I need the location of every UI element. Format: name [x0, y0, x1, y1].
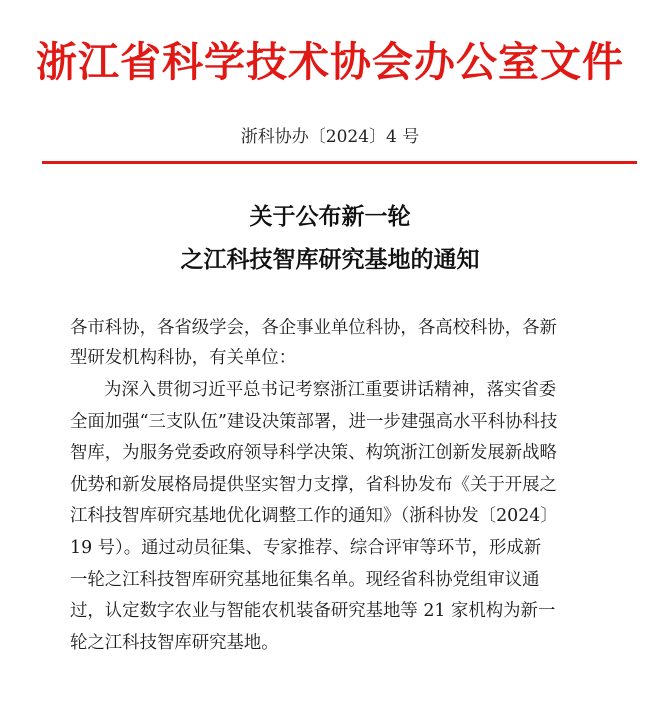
paragraph-line: 智库，为服务党委政府领导科学决策、构筑浙江创新发展新战略 — [70, 443, 557, 463]
paragraph-line: 过，认定数字农业与智能农机装备研究基地等 21 家机构为新一 — [70, 601, 556, 621]
subject-title-line-1: 关于公布新一轮 — [249, 203, 411, 230]
paragraph-line: 轮之江科技智库研究基地。 — [70, 633, 279, 653]
paragraph-line: 为深入贯彻习近平总书记考察浙江重要讲话精神，落实省委 — [104, 380, 557, 400]
paragraph-line: 全面加强“三支队伍”建设决策部署，进一步建强高水平科协科技 — [70, 412, 558, 432]
paragraph-line: 一轮之江科技智库研究基地征集名单。现经省科协党组审议通 — [70, 570, 540, 590]
document-header-title: 浙江省科学技术协会办公室文件 — [36, 38, 624, 86]
paragraph-line: 江科技智库研究基地优化调整工作的通知》（浙科协发〔2024〕 — [70, 506, 558, 526]
addressee-line: 型研发机构科协，有关单位： — [70, 348, 297, 368]
red-divider-line — [42, 161, 637, 164]
addressee-line: 各市科协，各省级学会，各企事业单位科协，各高校科协，各新 — [70, 318, 557, 338]
paragraph-line: 优势和新发展格局提供坚实智力支撑，省科协发布《关于开展之 — [70, 475, 557, 495]
paragraph-line: 19 号）。通过动员征集、专家推荐、综合评审等环节，形成新 — [70, 538, 542, 558]
subject-title-line-2: 之江科技智库研究基地的通知 — [180, 246, 480, 273]
document-number: 浙科协办〔2024〕4 号 — [240, 127, 420, 147]
